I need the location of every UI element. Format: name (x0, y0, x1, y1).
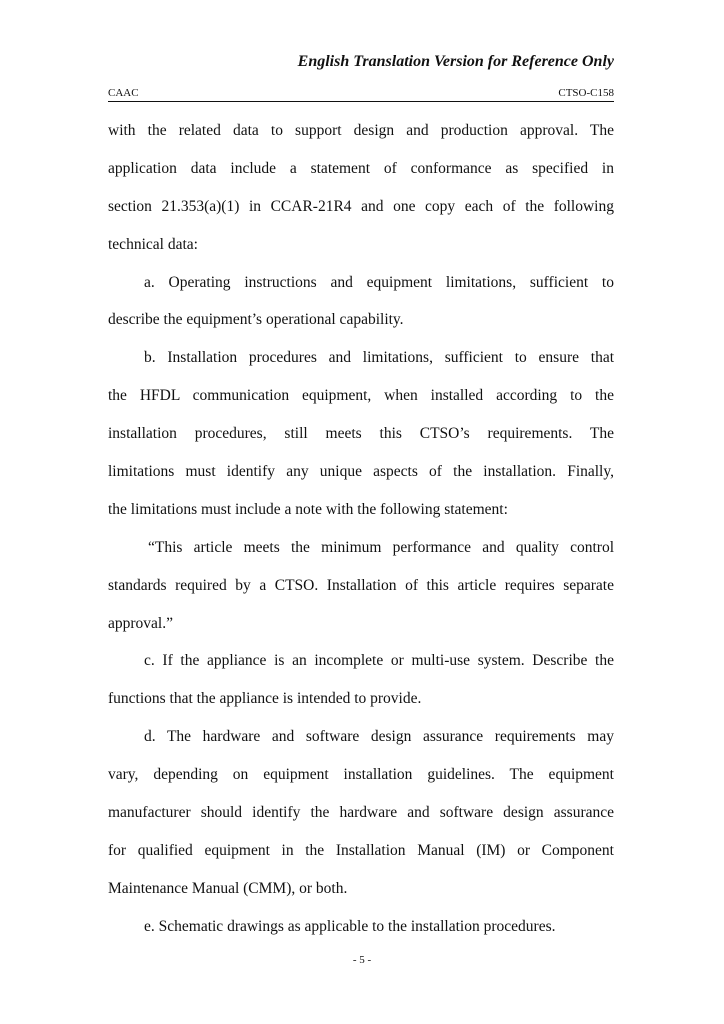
translation-banner: English Translation Version for Reference Only (297, 53, 614, 70)
quoted-statement-line: “This article meets the minimum performance and quality control (148, 538, 614, 556)
item-c-line: c. If the appliance is an incomplete or multi-use system. Describe the (144, 652, 614, 670)
quoted-statement-line: approval.” (108, 614, 173, 632)
text-line: with the related data to support design and production approval. The (108, 122, 614, 139)
item-d-line: d. The hardware and software design assurance requirements may (144, 728, 614, 746)
page-number: - 5 - (352, 954, 372, 966)
text-line: section 21.353(a)(1) in CCAR-21R4 and one copy each of the following (108, 197, 614, 215)
document-body (108, 112, 614, 946)
text-line: vary, depending on equipment installation guidelines. The equipment (108, 766, 614, 784)
text-line: for qualified equipment in the Installation Manual (IM) or Component (108, 841, 614, 859)
item-e-line: e. Schematic drawings as applicable to the installation procedures. (144, 917, 556, 935)
item-a-line: a. Operating instructions and equipment limitations, sufficient to (144, 273, 614, 291)
quoted-statement-line: standards required by a CTSO. Installation of this article requires separate (108, 576, 614, 594)
text-line: functions that the appliance is intended to provide. (108, 690, 422, 708)
text-line: installation procedures, still meets this CTSO’s requirements. The (108, 425, 614, 443)
running-header (108, 86, 614, 102)
header-doc-id: CTSO-C158 (558, 87, 614, 99)
text-line: application data include a statement of conformance as specified in (108, 159, 614, 177)
item-b-line: b. Installation procedures and limitations, sufficient to ensure that (144, 349, 614, 367)
text-line: Maintenance Manual (CMM), or both. (108, 879, 348, 897)
header-org: CAAC (108, 87, 139, 99)
text-line: limitations must identify any unique aspects of the installation. Finally, (108, 463, 614, 481)
text-line: describe the equipment’s operational capability. (108, 311, 404, 329)
text-line: technical data: (108, 235, 198, 253)
text-line: the limitations must include a note with the following statement: (108, 500, 508, 518)
text-line: the HFDL communication equipment, when installed according to the (108, 387, 614, 405)
text-line: manufacturer should identify the hardware and software design assurance (108, 804, 614, 822)
